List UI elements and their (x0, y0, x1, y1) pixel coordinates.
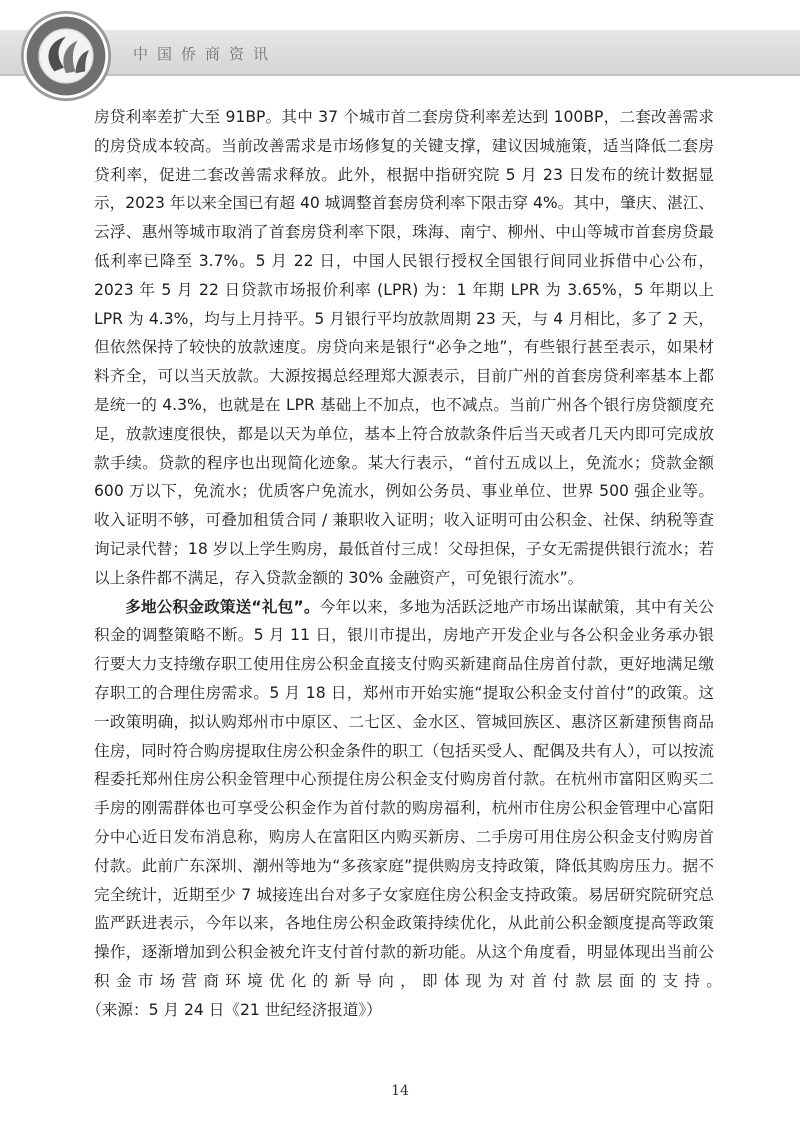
header-band (0, 30, 800, 76)
paragraph-2-body: 今年以来，多地为活跃泛地产市场出谋献策，其中有关公积金的调整策略不断。5 月 11 日，银川市提出，房地产开发企业与各公积金业务承办银行要大力支持缴存职工使用住房公积金直接支付购买新建商品住房首付款，更好地满足缴存职工的合理住房需求。5 月 18 日，郑州市开始实施“提取公积金支付首付”的政策。这一政策明确，拟认购郑州市中原区、二七区、金水区、管城回族区、惠济区新建预售商品住房，同时符合购房提取住房公积金条件的职工（包括买受人、配偶及共有人），可以按流程委托郑州住房公积金管理中心预提住房公积金支付购房首付款。在杭州市富阳区购买二手房的刚需群体也可享受公积金作为首付款的购房福利，杭州市住房公积金管理中心富阳分中心近日发布消息称，购房人在富阳区内购买新房、二手房可用住房公积金支付购房首付款。此前广东深圳、潮州等地为“多孩家庭”提供购房支持政策，降低其购房压力。据不完全统计，近期至少 7 城接连出台对多子女家庭住房公积金支持政策。易居研究院研究总监严跃进表示，今年以来，各地住房公积金政策持续优化，从此前公积金额度提高等政策操作，逐渐增加到公积金被允许支付首付款的新功能。从这个角度看，明显体现出当前公积金市场营商环境优化的新导向，即体现为对首付款层面的支持。 (94, 597, 714, 990)
article-paragraph-1: 房贷利率差扩大至 91BP。其中 37 个城市首二套房贷利率差达到 100BP，二套改善需求的房贷成本较高。当前改善需求是市场修复的关键支撑，建议因城施策，适当降低二套房贷利率，促进二套改善需求释放。此外，根据中指研究院 5 月 23 日发布的统计数据显示，2023 年以来全国已有超 40 城调整首套房贷利率下限击穿 4%。其中，肇庆、湛江、云浮、惠州等城市取消了首套房贷利率下限，珠海、南宁、柳州、中山等城市首套房贷最低利率已降至 3.7%。5 月 22 日，中国人民银行授权全国银行间同业拆借中心公布，2023 年 5 月 22 日贷款市场报价利率 (LPR) 为：1 年期 LPR 为 3.65%，5 年期以上 LPR 为 4.3%，均与上月持平。5 月银行平均放款周期 23 天，与 4 月相比，多了 2 天，但依然保持了较快的放款速度。房贷向来是银行“必争之地”，有些银行甚至表示，如果材料齐全，可以当天放款。大源按揭总经理郑大源表示，目前广州的首套房贷利率基本上都是统一的 4.3%，也就是在 LPR 基础上不加点，也不减点。当前广州各个银行房贷额度充足，放款速度很快，都是以天为单位，基本上符合放款条件后当天或者几天内即可完成放款手续。贷款的程序也出现简化迹象。某大行表示，“首付五成以上，免流水；贷款金额 600 万以下，免流水；优质客户免流水，例如公务员、事业单位、世界 500 强企业等。收入证明不够，可叠加租赁合同 / 兼职收入证明；收入证明可由公积金、社保、纳税等查询记录代替；18 岁以上学生购房，最低首付三成！父母担保，子女无需提供银行流水；若以上条件都不满足，存入贷款金额的 30% 金融资产，可免银行流水”。 (94, 108, 714, 587)
paragraph-2-heading: 多地公积金政策送“礼包”。 (125, 597, 320, 616)
header-title: 中国侨商资讯 (133, 45, 278, 63)
article-paragraph-2 (94, 593, 714, 1025)
page-number: 14 (391, 1083, 409, 1099)
source-citation: （来源：5 月 24 日《21 世纪经济报道》） (94, 1000, 382, 1019)
article-body (94, 103, 714, 1025)
association-logo-icon (18, 8, 114, 104)
